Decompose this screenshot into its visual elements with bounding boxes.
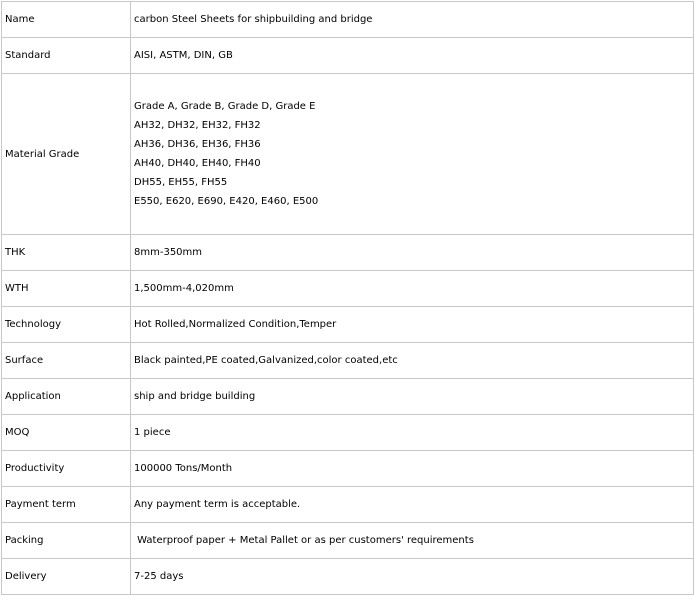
row-value: 1 piece xyxy=(131,415,694,451)
row-label: THK xyxy=(2,235,131,271)
row-value: carbon Steel Sheets for shipbuilding and bridge xyxy=(131,2,694,38)
row-value: 100000 Tons/Month xyxy=(131,451,694,487)
row-label: Delivery xyxy=(2,559,131,595)
row-label: WTH xyxy=(2,271,131,307)
row-value: Hot Rolled,Normalized Condition,Temper xyxy=(131,307,694,343)
row-label: MOQ xyxy=(2,415,131,451)
row-label: Material Grade xyxy=(2,74,131,235)
row-value: Any payment term is acceptable. xyxy=(131,487,694,523)
grade-line: DH55, EH55, FH55 xyxy=(134,177,228,188)
table-row xyxy=(2,451,694,487)
row-label: Name xyxy=(2,2,131,38)
row-value: ship and bridge building xyxy=(131,379,694,415)
grade-line: Grade A, Grade B, Grade D, Grade E xyxy=(134,101,316,112)
row-label: Payment term xyxy=(2,487,131,523)
row-label: Application xyxy=(2,379,131,415)
row-label: Technology xyxy=(2,307,131,343)
row-value: 8mm-350mm xyxy=(131,235,694,271)
table-row xyxy=(2,235,694,271)
table-row xyxy=(2,74,694,235)
grade-line: AH32, DH32, EH32, FH32 xyxy=(134,120,261,131)
table-row xyxy=(2,343,694,379)
table-row xyxy=(2,415,694,451)
row-value: Waterproof paper + Metal Pallet or as per customers' requirements xyxy=(131,523,694,559)
row-label: Packing xyxy=(2,523,131,559)
grade-line: AH40, DH40, EH40, FH40 xyxy=(134,158,261,169)
table-row xyxy=(2,271,694,307)
row-label: Surface xyxy=(2,343,131,379)
row-value: AISI, ASTM, DIN, GB xyxy=(131,38,694,74)
row-value-list xyxy=(131,74,694,235)
table-row xyxy=(2,487,694,523)
row-label: Standard xyxy=(2,38,131,74)
row-label: Productivity xyxy=(2,451,131,487)
table-row xyxy=(2,379,694,415)
table-row xyxy=(2,307,694,343)
table-row xyxy=(2,38,694,74)
row-value: Black painted,PE coated,Galvanized,color coated,etc xyxy=(131,343,694,379)
grade-line: E550, E620, E690, E420, E460, E500 xyxy=(134,196,319,207)
table-row xyxy=(2,559,694,595)
grade-line: AH36, DH36, EH36, FH36 xyxy=(134,139,261,150)
table-row xyxy=(2,523,694,559)
row-value: 1,500mm-4,020mm xyxy=(131,271,694,307)
spec-table xyxy=(1,1,694,595)
row-value: 7-25 days xyxy=(131,559,694,595)
table-row xyxy=(2,2,694,38)
